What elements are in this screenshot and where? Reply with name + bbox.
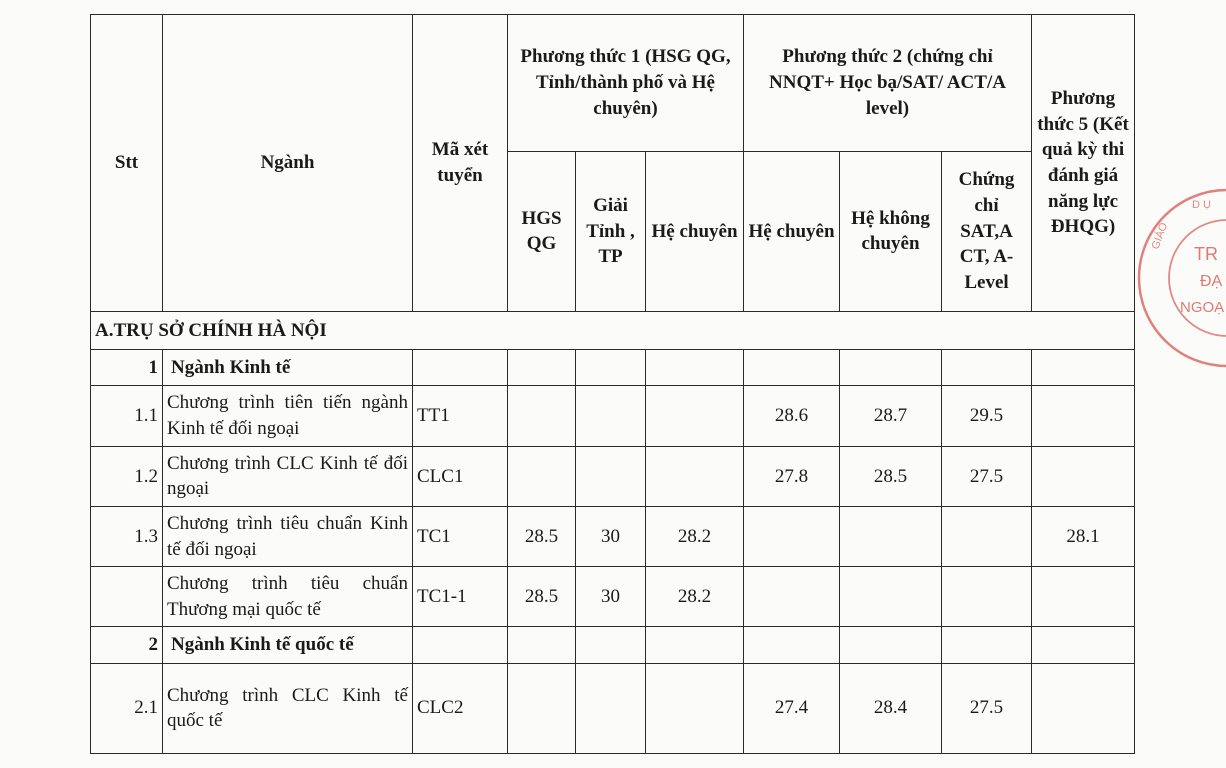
svg-text:NGOẠ: NGOẠ — [1180, 299, 1225, 316]
cell-chung-chi: 29.5 — [942, 386, 1032, 446]
cell-pt2-he-chuyen: 27.4 — [744, 663, 840, 753]
table-row — [91, 446, 1135, 506]
cell-pt1-he-chuyen — [646, 663, 744, 753]
cell-giai-tinh — [576, 663, 646, 753]
cell-he-khong-chuyen — [840, 567, 942, 627]
cell-pt1-he-chuyen — [646, 446, 744, 506]
cell-pt2-he-chuyen — [744, 506, 840, 566]
row-stt: 1.2 — [91, 446, 163, 506]
table-row — [91, 386, 1135, 446]
row-code: CLC2 — [413, 663, 508, 753]
sub-header-he-khong-chuyen: Hệ không chuyên — [840, 151, 942, 312]
cell-chung-chi — [942, 506, 1032, 566]
table-row — [91, 506, 1135, 566]
svg-text:TR: TR — [1194, 244, 1218, 264]
cell-hsg-qg: 28.5 — [508, 506, 576, 566]
row-stt: 2.1 — [91, 663, 163, 753]
cell-hsg-qg — [508, 386, 576, 446]
sub-header-hsg-qg: HGS QG — [508, 151, 576, 312]
cell-giai-tinh: 30 — [576, 506, 646, 566]
col-header-pt2: Phương thức 2 (chứng chỉ NNQT+ Học bạ/SAT/ ACT/A level) — [744, 15, 1032, 152]
section-title: A.TRỤ SỞ CHÍNH HÀ NỘI — [91, 312, 1135, 350]
sub-header-chung-chi: Chứng chỉ SAT,A CT, A- Level — [942, 151, 1032, 312]
cell-giai-tinh — [576, 446, 646, 506]
cell-hsg-qg — [508, 663, 576, 753]
cell-hsg-qg — [508, 446, 576, 506]
cell-pt5: 28.1 — [1032, 506, 1135, 566]
sub-header-pt1-he-chuyen: Hệ chuyên — [646, 151, 744, 312]
row-code: CLC1 — [413, 446, 508, 506]
admission-score-table — [90, 14, 1135, 754]
row-stt: 1.3 — [91, 506, 163, 566]
cell-chung-chi — [942, 567, 1032, 627]
cell-pt5 — [1032, 567, 1135, 627]
cell-hsg-qg: 28.5 — [508, 567, 576, 627]
row-code: TC1 — [413, 506, 508, 566]
group-stt: 1 — [91, 350, 163, 386]
svg-text:D Ụ: D Ụ — [1192, 199, 1211, 211]
row-program: Chương trình CLC Kinh tế đối ngoại — [163, 446, 413, 506]
cell-pt1-he-chuyen: 28.2 — [646, 567, 744, 627]
cell-pt5 — [1032, 386, 1135, 446]
cell-pt2-he-chuyen — [744, 567, 840, 627]
row-program: Chương trình tiêu chuẩn Thương mại quốc tế — [163, 567, 413, 627]
col-header-pt5: Phương thức 5 (Kết quả kỳ thi đánh giá năng lực ĐHQG) — [1032, 15, 1135, 312]
row-program: Chương trình tiêu chuẩn Kinh tế đối ngoại — [163, 506, 413, 566]
cell-he-khong-chuyen — [840, 506, 942, 566]
col-header-pt1: Phương thức 1 (HSG QG, Tỉnh/thành phố và Hệ chuyên) — [508, 15, 744, 152]
col-header-nganh: Ngành — [163, 15, 413, 312]
cell-pt2-he-chuyen: 27.8 — [744, 446, 840, 506]
group-stt: 2 — [91, 627, 163, 663]
cell-pt5 — [1032, 446, 1135, 506]
row-program: Chương trình tiên tiến ngành Kinh tế đối ngoại — [163, 386, 413, 446]
row-code: TC1-1 — [413, 567, 508, 627]
cell-giai-tinh: 30 — [576, 567, 646, 627]
col-header-stt: Stt — [91, 15, 163, 312]
svg-text:ĐẠ: ĐẠ — [1200, 273, 1223, 290]
cell-he-khong-chuyen: 28.7 — [840, 386, 942, 446]
group-row — [91, 627, 1135, 663]
sub-header-pt2-he-chuyen: Hệ chuyên — [744, 151, 840, 312]
table-row — [91, 663, 1135, 753]
cell-pt1-he-chuyen: 28.2 — [646, 506, 744, 566]
group-row — [91, 350, 1135, 386]
table-row — [91, 567, 1135, 627]
cell-he-khong-chuyen: 28.5 — [840, 446, 942, 506]
row-stt: 1.1 — [91, 386, 163, 446]
university-seal-stamp — [1132, 178, 1226, 388]
group-name: Ngành Kinh tế — [163, 350, 413, 386]
row-code: TT1 — [413, 386, 508, 446]
row-program: Chương trình CLC Kinh tế quốc tế — [163, 663, 413, 753]
cell-pt2-he-chuyen: 28.6 — [744, 386, 840, 446]
cell-chung-chi: 27.5 — [942, 446, 1032, 506]
col-header-ma: Mã xét tuyển — [413, 15, 508, 312]
cell-pt1-he-chuyen — [646, 386, 744, 446]
cell-he-khong-chuyen: 28.4 — [840, 663, 942, 753]
svg-text:GIÁO: GIÁO — [1149, 221, 1171, 252]
cell-pt5 — [1032, 663, 1135, 753]
row-stt — [91, 567, 163, 627]
cell-giai-tinh — [576, 386, 646, 446]
sub-header-giai-tinh: Giải Tỉnh , TP — [576, 151, 646, 312]
cell-chung-chi: 27.5 — [942, 663, 1032, 753]
group-name: Ngành Kinh tế quốc tế — [163, 627, 413, 663]
